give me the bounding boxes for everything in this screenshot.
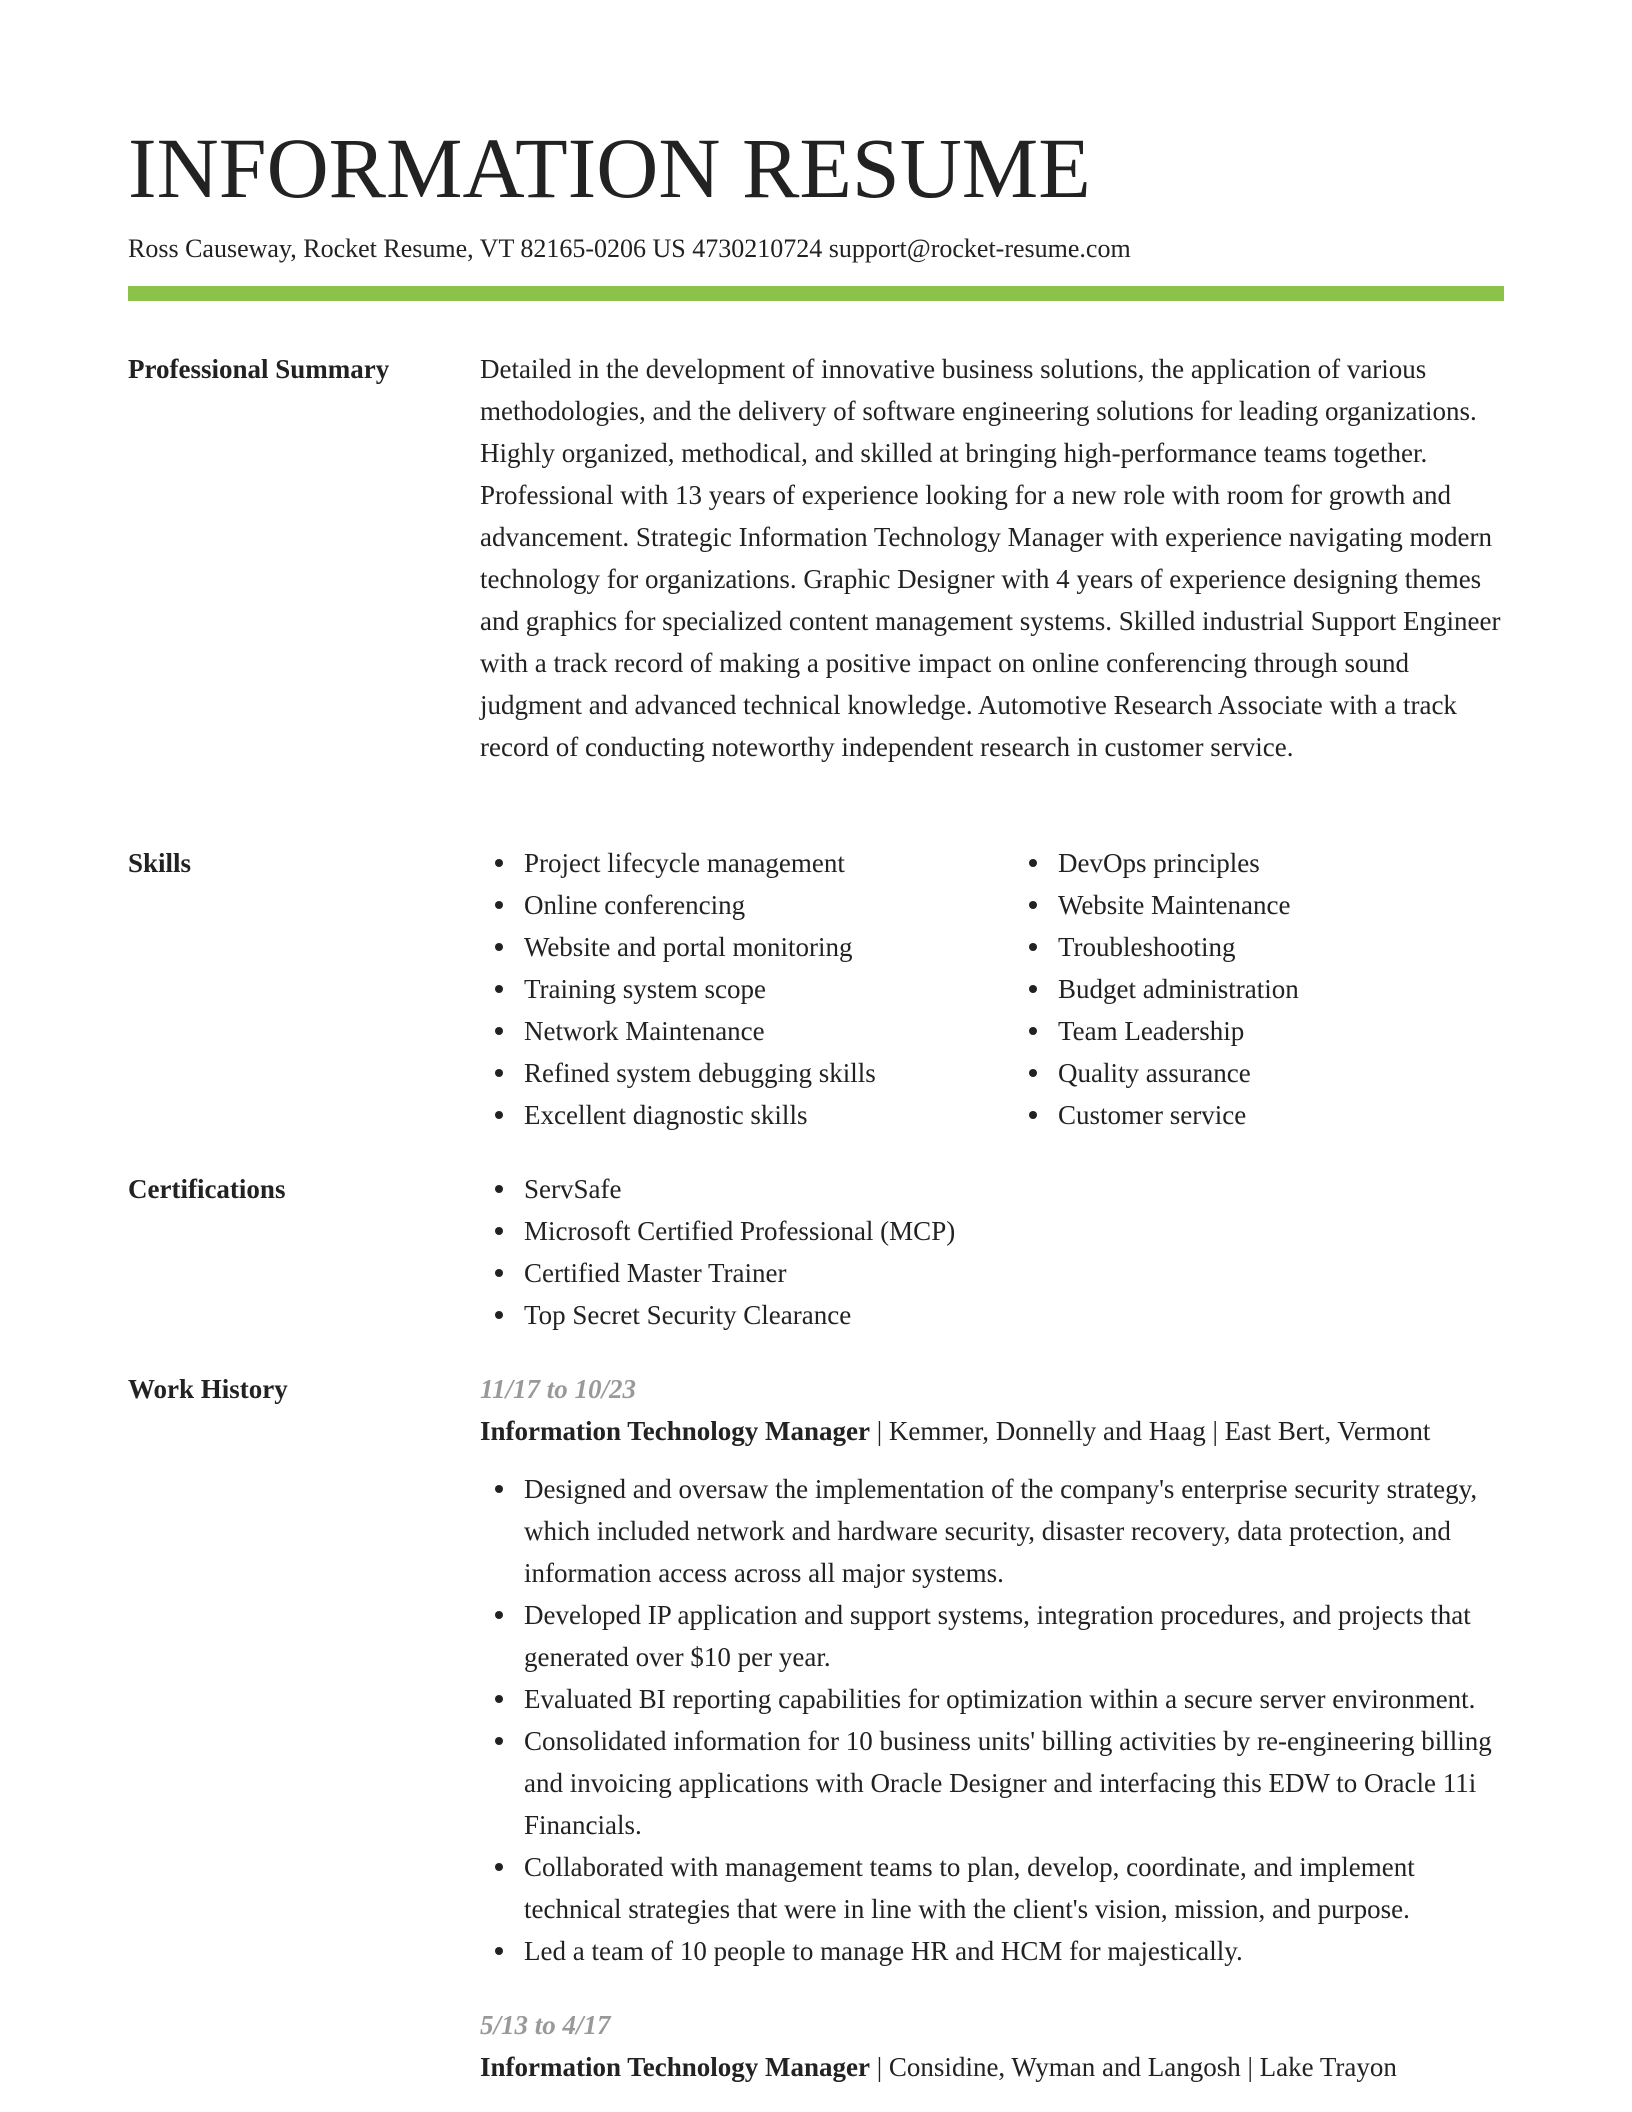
job-bullet: Designed and oversaw the implementation of the company's enterprise security strategy, which included network and hardware security, disaster recovery, data protection, and information access across all major systems. (524, 1468, 1504, 1594)
skills-list-left (480, 842, 970, 1136)
job-title: Information Technology Manager (480, 2052, 871, 2082)
skill-item: Website Maintenance (1058, 884, 1504, 926)
job-entry (480, 2004, 1504, 2088)
skill-item: Budget administration (1058, 968, 1504, 1010)
skill-item: Project lifecycle management (524, 842, 970, 884)
job-heading-line (480, 2046, 1504, 2088)
skill-item: Refined system debugging skills (524, 1052, 970, 1094)
work-heading: Work History (128, 1374, 288, 1404)
summary-body (480, 348, 1504, 768)
skill-item: Online conferencing (524, 884, 970, 926)
summary-text: Detailed in the development of innovative business solutions, the application of various methodologies, and the delivery of software engineering solutions for leading organizations. Highly organized, methodical, and skilled at bringing high-performance teams together. Professional with 13 years of experience looking for a new role with room for growth and advancement. Strategic Information Technology Manager with experience navigating modern technology for organizations. Graphic Designer with 4 years of experience designing themes and graphics for specialized content management systems. Skilled industrial Support Engineer with a track record of making a positive impact on online conferencing through sound judgment and advanced technical knowledge. Automotive Research Associate with a track record of conducting noteworthy independent research in customer service. (480, 354, 1501, 762)
skill-item: DevOps principles (1058, 842, 1504, 884)
job-bullets (480, 1468, 1504, 1972)
skill-item: Training system scope (524, 968, 970, 1010)
resume-name: INFORMATION RESUME (128, 120, 1091, 216)
certification-item: Microsoft Certified Professional (MCP) (524, 1210, 1504, 1252)
skills-heading: Skills (128, 848, 192, 878)
job-details: | Kemmer, Donnelly and Haag | East Bert, Vermont (870, 1416, 1431, 1446)
job-heading-line (480, 1410, 1504, 1452)
job-bullet: Collaborated with management teams to plan, develop, coordinate, and implement technical strategies that were in line with the client's vision, mission, and purpose. (524, 1846, 1504, 1930)
job-bullet: Developed IP application and support systems, integration procedures, and projects that generated over $10 per year. (524, 1594, 1504, 1678)
certification-item: ServSafe (524, 1168, 1504, 1210)
job-details: | Considine, Wyman and Langosh | Lake Trayon (870, 2052, 1397, 2082)
summary-heading: Professional Summary (128, 354, 390, 384)
certification-item: Certified Master Trainer (524, 1252, 1504, 1294)
job-bullet: Evaluated BI reporting capabilities for optimization within a secure server environment. (524, 1678, 1504, 1720)
job-dates: 11/17 to 10/23 (480, 1374, 637, 1404)
job-entry (480, 1368, 1504, 1972)
skill-item: Network Maintenance (524, 1010, 970, 1052)
skill-item: Excellent diagnostic skills (524, 1094, 970, 1136)
job-dates: 5/13 to 4/17 (480, 2010, 611, 2040)
certifications-list (480, 1168, 1504, 1336)
skills-list-right (1014, 842, 1504, 1136)
certifications-body (480, 1168, 1504, 1336)
skills-columns (480, 842, 1504, 1136)
certification-item: Top Secret Security Clearance (524, 1294, 1504, 1336)
accent-divider (128, 286, 1504, 301)
skill-item: Team Leadership (1058, 1010, 1504, 1052)
certifications-heading: Certifications (128, 1174, 286, 1204)
job-bullet: Led a team of 10 people to manage HR and HCM for majestically. (524, 1930, 1504, 1972)
contact-line: Ross Causeway, Rocket Resume, VT 82165-0206 US 4730210724 support@rocket-resume.com (128, 234, 1131, 263)
skill-item: Troubleshooting (1058, 926, 1504, 968)
skills-body (480, 842, 1504, 1136)
job-bullet: Consolidated information for 10 business units' billing activities by re-engineering billing and invoicing applications with Oracle Designer and interfacing this EDW to Oracle 11i Financials. (524, 1720, 1504, 1846)
job-title: Information Technology Manager (480, 1416, 871, 1446)
skill-item: Customer service (1058, 1094, 1504, 1136)
skill-item: Quality assurance (1058, 1052, 1504, 1094)
skill-item: Website and portal monitoring (524, 926, 970, 968)
work-body (480, 1368, 1504, 2088)
